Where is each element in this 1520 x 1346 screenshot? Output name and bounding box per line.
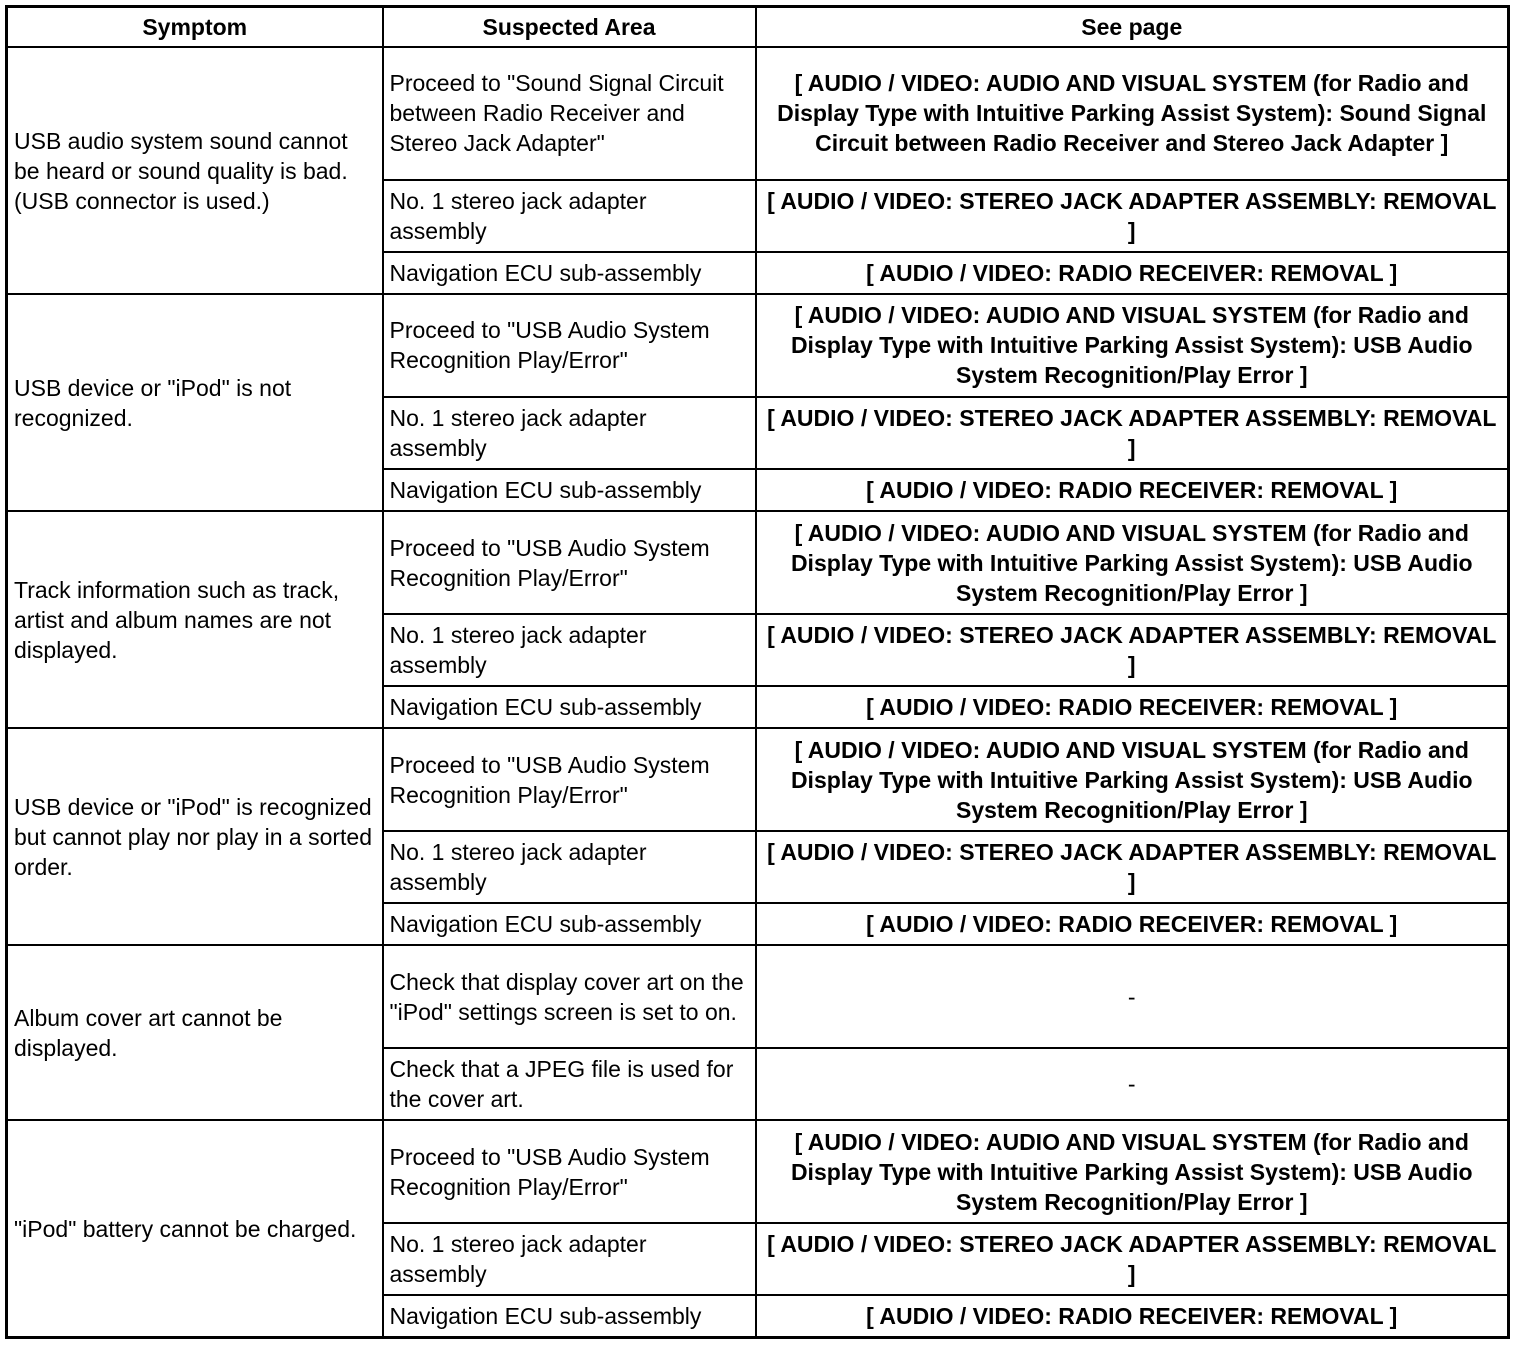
suspected-area-cell: No. 1 stereo jack adapter assembly — [383, 614, 756, 686]
table-row — [7, 47, 1509, 180]
suspected-area-cell: No. 1 stereo jack adapter assembly — [383, 397, 756, 469]
suspected-area-cell: No. 1 stereo jack adapter assembly — [383, 180, 756, 252]
header-row — [7, 7, 1509, 48]
see-page-link[interactable]: [ AUDIO / VIDEO: AUDIO AND VISUAL SYSTEM (for Radio and Display Type with Intuitive Parking Assist System): USB Audio System Recognition/Play Error ] — [756, 511, 1509, 614]
suspected-area-cell: Proceed to "Sound Signal Circuit between Radio Receiver and Stereo Jack Adapter" — [383, 47, 756, 180]
troubleshooting-table — [5, 5, 1510, 1339]
see-page-link[interactable]: [ AUDIO / VIDEO: STEREO JACK ADAPTER ASSEMBLY: REMOVAL ] — [756, 180, 1509, 252]
suspected-area-cell: Check that display cover art on the "iPod" settings screen is set to on. — [383, 945, 756, 1048]
suspected-area-cell: Check that a JPEG file is used for the cover art. — [383, 1048, 756, 1120]
symptom-cell: "iPod" battery cannot be charged. — [7, 1120, 383, 1337]
see-page-link[interactable]: [ AUDIO / VIDEO: RADIO RECEIVER: REMOVAL ] — [756, 1295, 1509, 1337]
see-page-link[interactable]: [ AUDIO / VIDEO: RADIO RECEIVER: REMOVAL ] — [756, 252, 1509, 294]
symptom-cell: USB device or "iPod" is not recognized. — [7, 294, 383, 511]
see-page-link[interactable]: [ AUDIO / VIDEO: AUDIO AND VISUAL SYSTEM (for Radio and Display Type with Intuitive Parking Assist System): USB Audio System Recognition/Play Error ] — [756, 1120, 1509, 1223]
suspected-area-cell: Proceed to "USB Audio System Recognition Play/Error" — [383, 1120, 756, 1223]
see-page-link[interactable]: [ AUDIO / VIDEO: STEREO JACK ADAPTER ASSEMBLY: REMOVAL ] — [756, 397, 1509, 469]
symptom-cell: Album cover art cannot be displayed. — [7, 945, 383, 1120]
see-page-link[interactable]: [ AUDIO / VIDEO: STEREO JACK ADAPTER ASSEMBLY: REMOVAL ] — [756, 831, 1509, 903]
see-page-link[interactable]: [ AUDIO / VIDEO: STEREO JACK ADAPTER ASSEMBLY: REMOVAL ] — [756, 614, 1509, 686]
header-see-page: See page — [756, 7, 1509, 48]
symptom-cell: USB audio system sound cannot be heard or sound quality is bad. (USB connector is used.) — [7, 47, 383, 294]
suspected-area-cell: No. 1 stereo jack adapter assembly — [383, 1223, 756, 1295]
suspected-area-cell: Navigation ECU sub-assembly — [383, 252, 756, 294]
table-row — [7, 728, 1509, 831]
suspected-area-cell: Navigation ECU sub-assembly — [383, 903, 756, 945]
symptom-cell: Track information such as track, artist and album names are not displayed. — [7, 511, 383, 728]
suspected-area-cell: Proceed to "USB Audio System Recognition Play/Error" — [383, 511, 756, 614]
see-page-link[interactable]: [ AUDIO / VIDEO: AUDIO AND VISUAL SYSTEM (for Radio and Display Type with Intuitive Parking Assist System): Sound Signal Circuit between Radio Receiver and Stereo Jack Adapter ] — [756, 47, 1509, 180]
table-row — [7, 1120, 1509, 1223]
suspected-area-cell: Proceed to "USB Audio System Recognition Play/Error" — [383, 728, 756, 831]
header-suspected-area: Suspected Area — [383, 7, 756, 48]
suspected-area-cell: Navigation ECU sub-assembly — [383, 469, 756, 511]
suspected-area-cell: Proceed to "USB Audio System Recognition Play/Error" — [383, 294, 756, 397]
see-page-link[interactable]: [ AUDIO / VIDEO: RADIO RECEIVER: REMOVAL ] — [756, 903, 1509, 945]
table-body — [7, 47, 1509, 1338]
see-page-link[interactable]: [ AUDIO / VIDEO: RADIO RECEIVER: REMOVAL ] — [756, 469, 1509, 511]
symptom-cell: USB device or "iPod" is recognized but cannot play nor play in a sorted order. — [7, 728, 383, 945]
see-page-cell: - — [756, 1048, 1509, 1120]
see-page-link[interactable]: [ AUDIO / VIDEO: RADIO RECEIVER: REMOVAL ] — [756, 686, 1509, 728]
header-symptom: Symptom — [7, 7, 383, 48]
see-page-cell: - — [756, 945, 1509, 1048]
suspected-area-cell: No. 1 stereo jack adapter assembly — [383, 831, 756, 903]
table-row — [7, 945, 1509, 1048]
see-page-link[interactable]: [ AUDIO / VIDEO: STEREO JACK ADAPTER ASSEMBLY: REMOVAL ] — [756, 1223, 1509, 1295]
suspected-area-cell: Navigation ECU sub-assembly — [383, 1295, 756, 1337]
see-page-link[interactable]: [ AUDIO / VIDEO: AUDIO AND VISUAL SYSTEM (for Radio and Display Type with Intuitive Parking Assist System): USB Audio System Recognition/Play Error ] — [756, 294, 1509, 397]
suspected-area-cell: Navigation ECU sub-assembly — [383, 686, 756, 728]
see-page-link[interactable]: [ AUDIO / VIDEO: AUDIO AND VISUAL SYSTEM (for Radio and Display Type with Intuitive Parking Assist System): USB Audio System Recognition/Play Error ] — [756, 728, 1509, 831]
table-row — [7, 511, 1509, 614]
table-row — [7, 294, 1509, 397]
